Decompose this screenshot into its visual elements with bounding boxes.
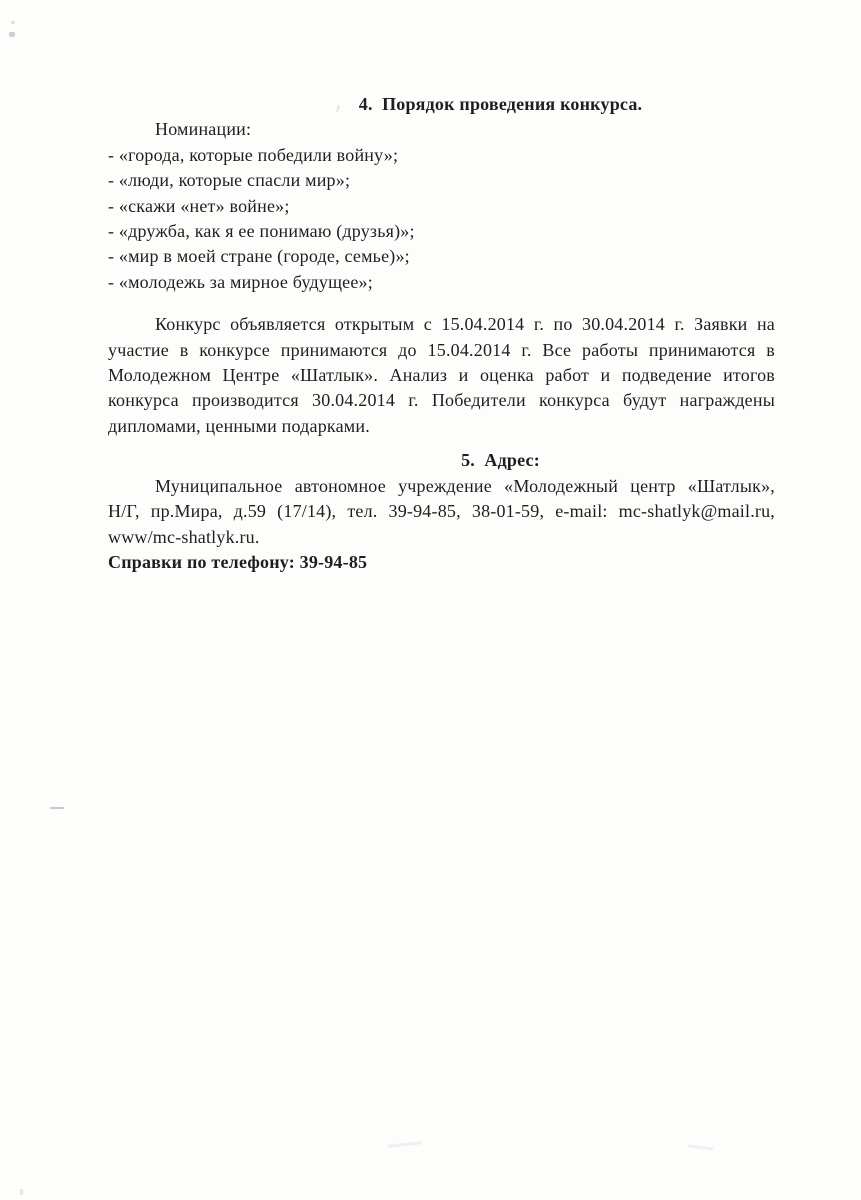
scan-artifact-squiggle	[388, 1141, 422, 1148]
nomination-item: - «города, которые победили войну»;	[108, 144, 399, 165]
scan-artifact-speck	[20, 1189, 23, 1195]
address-line: Н/Г, пр.Мира, д.59 (17/14), тел. 39-94-85, 38-01-59, e-mail: mc-shatlyk@mail.ru,	[108, 501, 775, 522]
contest-terms-paragraph	[108, 312, 775, 439]
section-4-heading: 4. Порядок проведения конкурса.	[358, 94, 643, 114]
scan-artifact-squiggle	[688, 1144, 714, 1151]
paragraph-line: участие в конкурсе принимаются до 15.04.2014 г. Все работы принимаются в	[108, 339, 775, 360]
scan-artifact-dash	[50, 807, 64, 809]
address-paragraph	[108, 474, 775, 550]
nomination-item: - «молодежь за мирное будущее»;	[108, 271, 373, 292]
nominations-label: Номинации:	[155, 119, 252, 140]
scan-artifact-speck	[11, 21, 15, 24]
paragraph-line: конкурса производится 30.04.2014 г. Победители конкурса будут награждены	[108, 390, 775, 411]
nomination-item: - «дружба, как я ее понимаю (друзья)»;	[108, 221, 415, 242]
phone-note: Справки по телефону: 39-94-85	[108, 551, 368, 572]
scan-artifact-speck	[9, 32, 15, 37]
nominations-list	[108, 143, 775, 295]
address-line: www/mc-shatlyk.ru.	[108, 526, 260, 547]
nomination-item: - «мир в моей стране (городе, семье)»;	[108, 246, 410, 267]
document-content	[108, 92, 775, 575]
paragraph-line: Конкурс объявляется открытым с 15.04.2014 г. по 30.04.2014 г. Заявки на	[155, 314, 775, 335]
address-line: Муниципальное автономное учреждение «Молодежный центр «Шатлык»,	[155, 475, 775, 496]
paragraph-line: Молодежном Центре «Шатлык». Анализ и оценка работ и подведение итогов	[108, 365, 775, 386]
paragraph-line: дипломами, ценными подарками.	[108, 415, 370, 436]
section-5-heading: 5. Адрес:	[461, 450, 540, 471]
nomination-item: - «скажи «нет» войне»;	[108, 195, 290, 216]
nomination-item: - «люди, которые спасли мир»;	[108, 170, 351, 191]
